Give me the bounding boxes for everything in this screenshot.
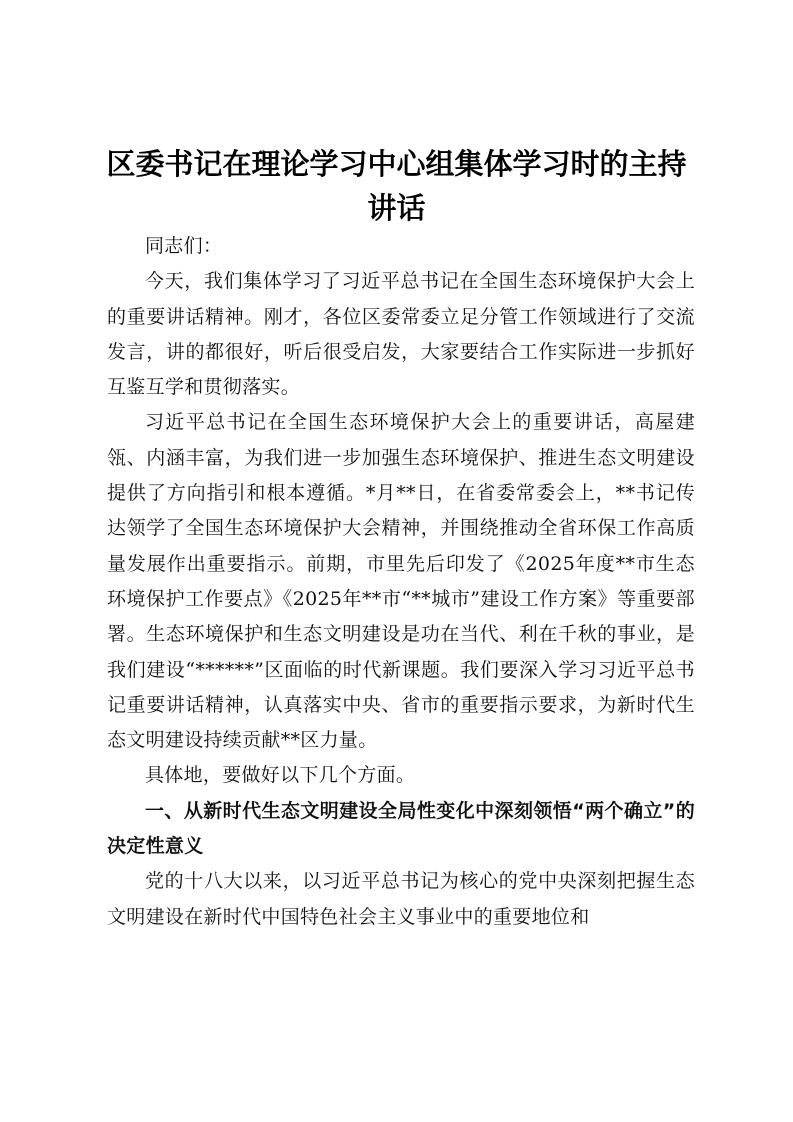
document-body <box>107 229 695 935</box>
paragraph-opening: 今天，我们集体学习了习近平总书记在全国生态环境保护大会上的重要讲话精神。刚才，各位区委常委立足分管工作领域进行了交流发言，讲的都很好，听后很受启发，大家要结合工作实际进一步抓好互鉴互学和贯彻落实。 <box>107 270 695 399</box>
paragraph-transition: 具体地，要做好以下几个方面。 <box>145 764 416 787</box>
section-heading-1: 一、从新时代生态文明建设全局性变化中深刻领悟“两个确立”的决定性意义 <box>107 799 695 858</box>
greeting: 同志们： <box>145 235 223 257</box>
paragraph-context: 习近平总书记在全国生态环境保护大会上的重要讲话，高屋建瓴、内涵丰富，为我们进一步加强生态环境保护、推进生态文明建设提供了方向指引和根本遵循。*月**日，在省委常委会上，**书记传达领学了全国生态环境保护大会精神，并围绕推动全省环保工作高质量发展作出重要指示。前期，市里先后印发了《2025年度**市生态环境保护工作要点》《2025年**市“**城市”建设工作方案》等重要部署。生态环境保护和生态文明建设是功在当代、利在千秋的事业，是我们建设“******”区面临的时代新课题。我们要深入学习习近平总书记重要讲话精神，认真落实中央、省市的重要指示要求，为新时代生态文明建设持续贡献**区力量。 <box>107 411 695 752</box>
document-title-line-1: 区委书记在理论学习中心组集体学习时的主持 <box>106 147 687 181</box>
document-title-line-2: 讲话 <box>367 191 426 225</box>
paragraph-section-1: 党的十八大以来，以习近平总书记为核心的党中央深刻把握生态文明建设在新时代中国特色社会主义事业中的重要地位和 <box>107 870 695 928</box>
